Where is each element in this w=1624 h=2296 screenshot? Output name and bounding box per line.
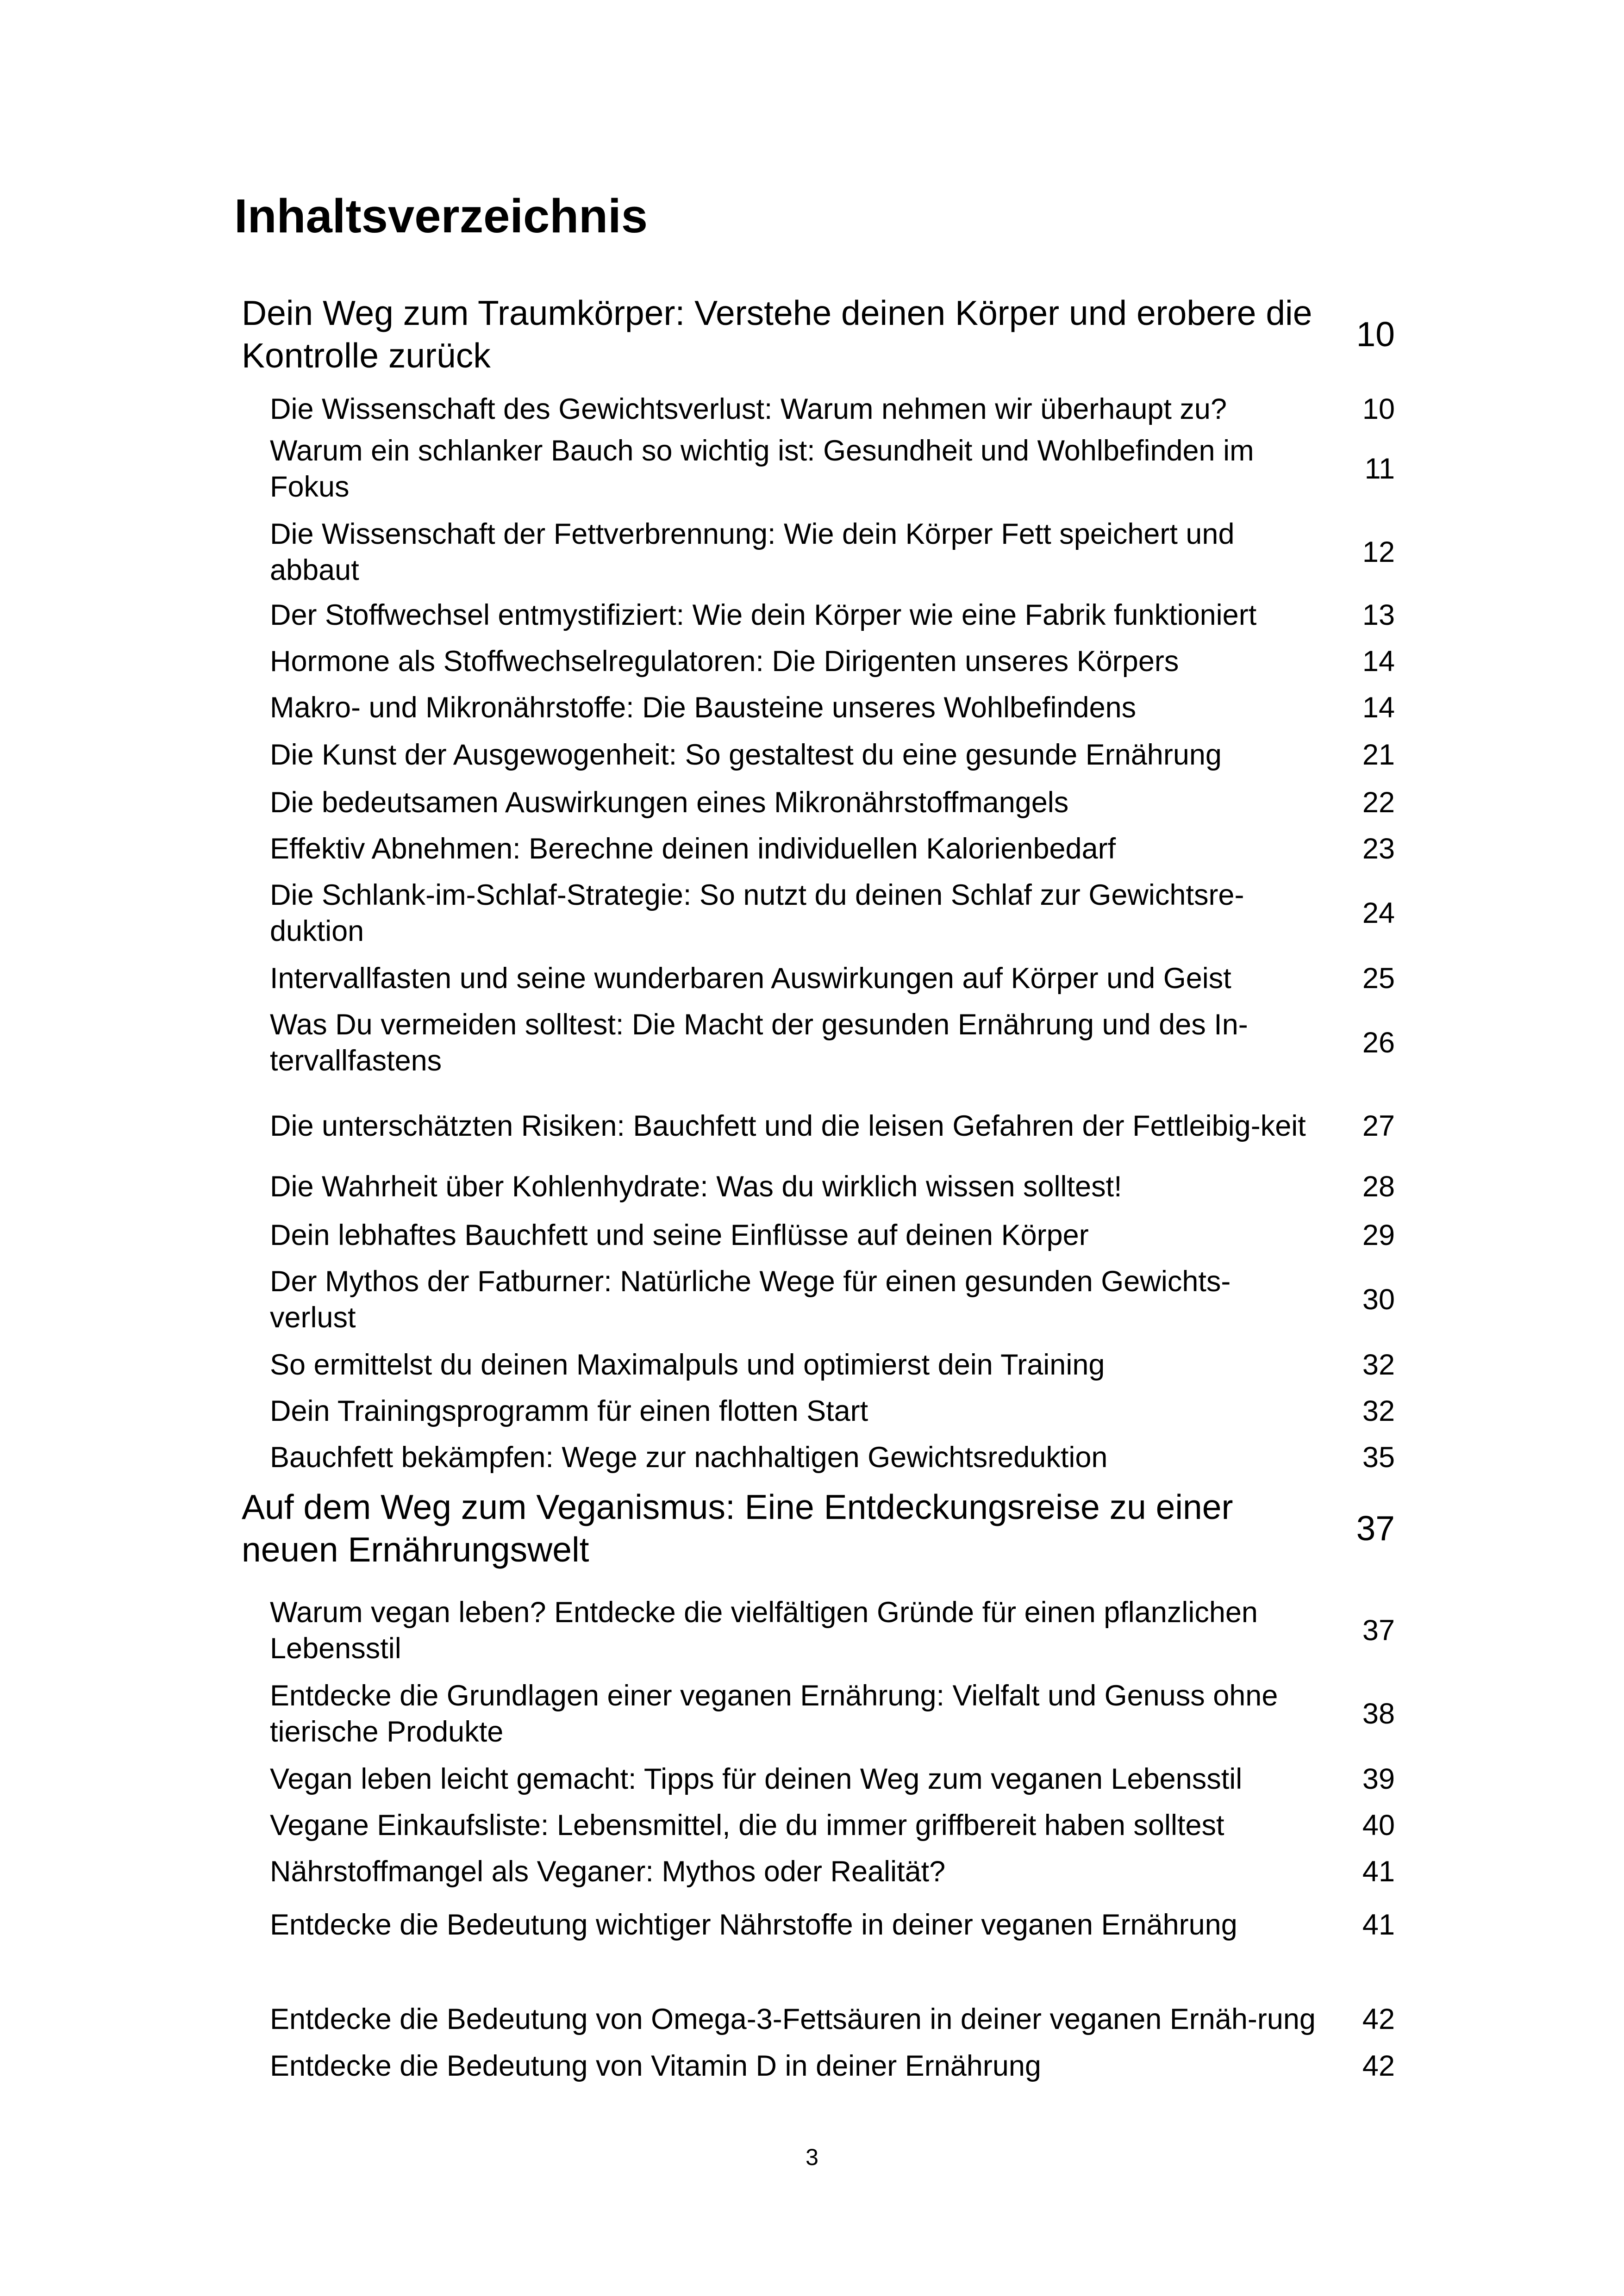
page-number: 3 <box>806 2144 818 2170</box>
toc-entry-page: 32 <box>1362 1349 1395 1381</box>
toc-entry-page: 10 <box>1362 393 1395 425</box>
toc-entry-title: Die Kunst der Ausgewogenheit: So gestaltest du eine gesunde Ernährung <box>270 739 1222 771</box>
toc-entry-title: Vegane Einkaufsliste: Lebensmittel, die du immer griffbereit haben solltest <box>270 1809 1224 1842</box>
toc-entry-title: Der Mythos der Fatburner: Natürliche Wege für einen gesunden Gewichts-verlust <box>270 1265 1231 1334</box>
toc-section-entry[interactable] <box>270 877 1395 949</box>
toc-entry-page: 32 <box>1362 1395 1395 1427</box>
toc-section-entry[interactable] <box>270 1807 1395 1843</box>
toc-entry-page: 14 <box>1362 691 1395 724</box>
toc-entry-page: 25 <box>1362 962 1395 995</box>
toc-entry-title: Bauchfett bekämpfen: Wege zur nachhaltigen Gewichtsreduktion <box>270 1441 1108 1474</box>
toc-entry-title: Entdecke die Bedeutung von Omega-3-Fettsäuren in deiner veganen Ernäh-rung <box>270 2003 1316 2035</box>
toc-entry-page: 40 <box>1362 1809 1395 1842</box>
toc-entry-page: 39 <box>1362 1763 1395 1795</box>
toc-entry-title: Was Du vermeiden solltest: Die Macht der gesunden Ernährung und des In-tervallfastens <box>270 1008 1248 1077</box>
toc-entry-title: Warum vegan leben? Entdecke die vielfältigen Gründe für einen pflanzlichen Lebensstil <box>270 1596 1258 1665</box>
toc-entry-page: 42 <box>1362 2003 1395 2035</box>
toc-section-entry[interactable] <box>270 1900 1395 1950</box>
toc-entry-page: 24 <box>1362 897 1395 929</box>
toc-entry-page: 21 <box>1362 739 1395 771</box>
toc-entry-page: 28 <box>1362 1170 1395 1203</box>
toc-entry-title: Nährstoffmangel als Veganer: Mythos oder Realität? <box>270 1855 946 1888</box>
toc-section-entry[interactable] <box>270 690 1395 726</box>
toc-section-entry[interactable] <box>270 643 1395 679</box>
toc-entry-page: 11 <box>1364 453 1395 485</box>
toc-entry-page: 22 <box>1362 786 1395 819</box>
toc-section-entry[interactable] <box>270 784 1395 821</box>
toc-entry-title: Entdecke die Bedeutung von Vitamin D in deiner Ernährung <box>270 2050 1041 2082</box>
toc-section-entry[interactable] <box>270 1347 1395 1383</box>
toc-entry-title: Hormone als Stoffwechselregulatoren: Die Dirigenten unseres Körpers <box>270 645 1179 678</box>
toc-section-entry[interactable] <box>270 1761 1395 1797</box>
toc-section-entry[interactable] <box>270 1007 1395 1079</box>
toc-entry-title: Intervallfasten und seine wunderbaren Auswirkungen auf Körper und Geist <box>270 962 1231 995</box>
toc-entry-page: 29 <box>1362 1219 1395 1251</box>
toc-section-entry[interactable] <box>270 960 1395 996</box>
toc-entry-page: 38 <box>1362 1698 1395 1730</box>
toc-section-entry[interactable] <box>270 1678 1395 1750</box>
toc-section-entry[interactable] <box>270 597 1395 633</box>
toc-section-entry[interactable] <box>270 1439 1395 1475</box>
toc-entry-title: Die Wissenschaft des Gewichtsverlust: Warum nehmen wir überhaupt zu? <box>270 393 1227 425</box>
toc-entry-page: 41 <box>1362 1909 1395 1941</box>
toc-section-entry[interactable] <box>270 516 1395 588</box>
toc-entry-title: Dein lebhaftes Bauchfett und seine Einflüsse auf deinen Körper <box>270 1219 1089 1251</box>
toc-entry-page: 14 <box>1362 645 1395 678</box>
toc-entry-title: Vegan leben leicht gemacht: Tipps für deinen Weg zum veganen Lebensstil <box>270 1763 1243 1795</box>
toc-section-entry[interactable] <box>270 1983 1395 2055</box>
toc-entry-page: 37 <box>1362 1614 1395 1647</box>
toc-entry-page: 12 <box>1362 536 1395 568</box>
toc-entry-page: 35 <box>1362 1441 1395 1474</box>
toc-entry-title: Die unterschätzten Risiken: Bauchfett und die leisen Gefahren der Fettleibig-keit <box>270 1110 1306 1142</box>
toc-section-entry[interactable] <box>270 831 1395 867</box>
toc-entry-title: Warum ein schlanker Bauch so wichtig ist: Gesundheit und Wohlbefinden im Fokus <box>270 435 1254 503</box>
toc-entry-title: Die bedeutsamen Auswirkungen eines Mikronährstoffmangels <box>270 786 1069 819</box>
toc-section-entry[interactable] <box>270 1090 1395 1162</box>
toc-entry-page: 27 <box>1362 1110 1395 1142</box>
toc-entry-page: 10 <box>1356 315 1395 354</box>
toc-entry-title: Effektiv Abnehmen: Berechne deinen individuellen Kalorienbedarf <box>270 833 1116 865</box>
toc-entry-title: Entdecke die Bedeutung wichtiger Nährstoffe in deiner veganen Ernährung <box>270 1909 1237 1941</box>
toc-chapter-entry[interactable] <box>242 1486 1395 1571</box>
toc-chapter-entry[interactable] <box>242 292 1395 377</box>
toc-entry-title: Die Schlank-im-Schlaf-Strategie: So nutzt du deinen Schlaf zur Gewichtsre-duktion <box>270 879 1244 947</box>
toc-entry-title: Dein Weg zum Traumkörper: Verstehe deinen Körper und erobere die Kontrolle zurück <box>242 293 1312 375</box>
toc-section-entry[interactable] <box>270 1393 1395 1429</box>
toc-entry-page: 30 <box>1362 1283 1395 1316</box>
toc-entry-title: Entdecke die Grundlagen einer veganen Ernährung: Vielfalt und Genuss ohne tierische Produkte <box>270 1680 1278 1748</box>
toc-section-entry[interactable] <box>270 1263 1395 1336</box>
toc-entry-title: Dein Trainingsprogramm für einen flotten Start <box>270 1395 868 1427</box>
toc-entry-page: 42 <box>1362 2050 1395 2082</box>
toc-entry-page: 37 <box>1356 1509 1395 1548</box>
toc-section-entry[interactable] <box>270 391 1395 427</box>
toc-section-entry[interactable] <box>270 1594 1395 1667</box>
toc-section-entry[interactable] <box>270 737 1395 773</box>
toc-entry-page: 41 <box>1362 1855 1395 1888</box>
toc-entry-title: Die Wahrheit über Kohlenhydrate: Was du wirklich wissen solltest! <box>270 1170 1122 1203</box>
toc-section-entry[interactable] <box>270 2048 1395 2084</box>
toc-section-entry[interactable] <box>270 1217 1395 1253</box>
toc-entry-page: 26 <box>1362 1027 1395 1059</box>
toc-entry-title: Auf dem Weg zum Veganismus: Eine Entdeckungsreise zu einer neuen Ernährungswelt <box>242 1487 1233 1569</box>
toc-section-entry[interactable] <box>270 433 1395 505</box>
toc-entry-page: 13 <box>1362 599 1395 631</box>
toc-heading: Inhaltsverzeichnis <box>234 189 648 243</box>
toc-entry-title: So ermittelst du deinen Maximalpuls und optimierst dein Training <box>270 1349 1105 1381</box>
toc-entry-page: 23 <box>1362 833 1395 865</box>
toc-entry-title: Die Wissenschaft der Fettverbrennung: Wie dein Körper Fett speichert und abbaut <box>270 518 1235 586</box>
toc-entry-title: Der Stoffwechsel entmystifiziert: Wie dein Körper wie eine Fabrik funktioniert <box>270 599 1257 631</box>
toc-section-entry[interactable] <box>270 1854 1395 1890</box>
toc-section-entry[interactable] <box>270 1169 1395 1205</box>
toc-entry-title: Makro- und Mikronährstoffe: Die Bausteine unseres Wohlbefindens <box>270 691 1137 724</box>
